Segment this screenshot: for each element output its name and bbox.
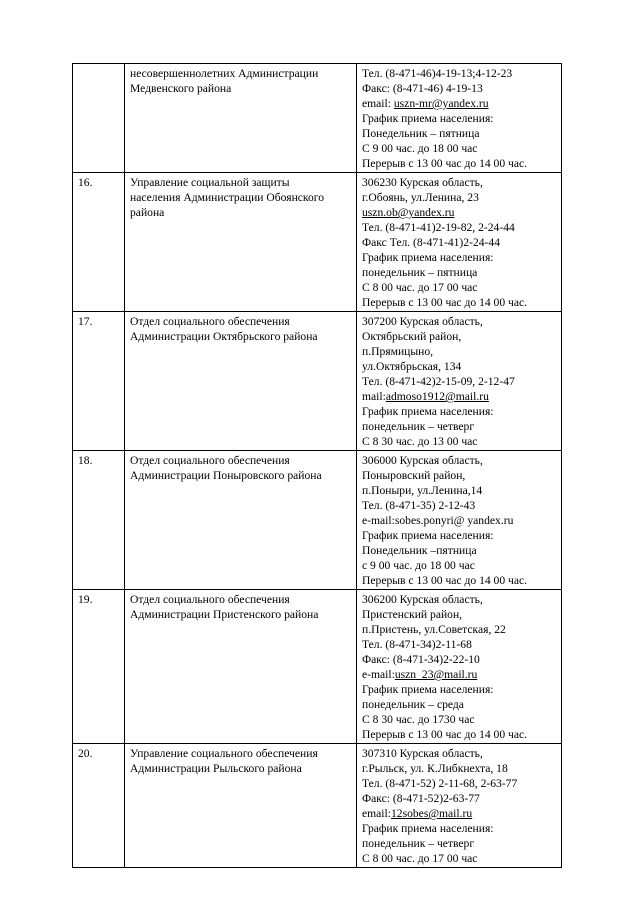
contact-line: с 9 00 час. до 18 00 час (362, 559, 475, 572)
row-number: 18. (73, 451, 125, 590)
contact-line: г.Обоянь, ул.Ленина, 23 (362, 191, 479, 204)
contact-line: Тел. (8-471-41)2-19-82, 2-24-44 (362, 221, 515, 234)
organization-name-line: района (130, 206, 165, 219)
email-link[interactable]: uszn-mr@yandex.ru (393, 97, 489, 110)
organization-name (125, 173, 357, 312)
contact-line: Факс: (8-471-34)2-22-10 (362, 653, 480, 666)
contact-line: Понедельник – пятница (362, 127, 480, 140)
contact-line (362, 389, 558, 404)
contact-line: С 8 00 час. до 17 00 час (362, 281, 478, 294)
contact-line: График приема населения: (362, 683, 494, 696)
organization-name (125, 744, 357, 868)
contact-line: Тел. (8-471-42)2-15-09, 2-12-47 (362, 375, 515, 388)
contact-line: С 8 30 час. до 13 00 час (362, 435, 478, 448)
organization-name-line: Отдел социального обеспечения (130, 593, 290, 606)
organization-name (125, 64, 357, 173)
contact-info (357, 744, 562, 868)
contact-line: Понедельник –пятница (362, 544, 477, 557)
row-number: 16. (73, 173, 125, 312)
contact-line: понедельник – пятница (362, 266, 478, 279)
contact-line (362, 667, 558, 682)
table-row (73, 590, 562, 744)
organization-name-line: населения Администрации Обоянского (130, 191, 325, 204)
contact-line: Факс: (8-471-46) 4-19-13 (362, 82, 483, 95)
contact-line: 306200 Курская область, (362, 593, 483, 606)
email-link[interactable]: uszn_23@mail.ru (394, 668, 478, 681)
contact-line: График приема населения: (362, 529, 494, 542)
contact-line: e-mail:sobes.ponyri@ yandex.ru (362, 514, 514, 527)
contact-line: График приема населения: (362, 822, 494, 835)
contact-line: Перерыв с 13 00 час до 14 00 час. (362, 728, 528, 741)
contact-line: Факс Тел. (8-471-41)2-24-44 (362, 236, 500, 249)
contacts-table (72, 63, 562, 868)
email-prefix: email: (362, 97, 394, 110)
contact-line: 307310 Курская область, (362, 747, 483, 760)
organization-name-line: Администрации Пристенского района (130, 608, 319, 621)
row-number (73, 64, 125, 173)
row-number: 17. (73, 312, 125, 451)
contact-line: График приема населения: (362, 251, 494, 264)
contact-line: ул.Октябрьская, 134 (362, 360, 462, 373)
contact-info (357, 590, 562, 744)
contact-line: понедельник – среда (362, 698, 464, 711)
organization-name-line: Администрации Октябрьского района (130, 330, 318, 343)
contact-line: Факс: (8-471-52)2-63-77 (362, 792, 480, 805)
contact-line: понедельник – четверг (362, 837, 475, 850)
row-number: 20. (73, 744, 125, 868)
organization-name-line: Администрации Рыльского района (130, 762, 302, 775)
contact-line: понедельник – четверг (362, 420, 475, 433)
contact-line: Перерыв с 13 00 час до 14 00 час. (362, 296, 528, 309)
contact-line: п.Пристень, ул.Советская, 22 (362, 623, 506, 636)
contact-line (362, 806, 558, 821)
organization-name-line: Управление социальной защиты (130, 176, 290, 189)
contact-line: Пристенский район, (362, 608, 463, 621)
contact-line: Перерыв с 13 00 час до 14 00 час. (362, 574, 528, 587)
organization-name (125, 451, 357, 590)
contact-line: Тел. (8-471-46)4-19-13;4-12-23 (362, 67, 513, 80)
contact-line: С 8 30 час. до 1730 час (362, 713, 475, 726)
contact-info (357, 64, 562, 173)
email-link[interactable]: uszn.ob@yandex.ru (362, 206, 455, 219)
organization-name-line: Медвенского района (130, 82, 232, 95)
contact-line: 307200 Курская область, (362, 315, 483, 328)
organization-name (125, 590, 357, 744)
contact-line: 306000 Курская область, (362, 454, 483, 467)
organization-name-line: Администрации Поныровского района (130, 469, 322, 482)
contact-line: Перерыв с 13 00 час до 14 00 час. (362, 157, 528, 170)
contact-info (357, 451, 562, 590)
email-prefix: mail: (362, 390, 386, 403)
contact-line (362, 96, 558, 111)
organization-name-line: Отдел социального обеспечения (130, 315, 290, 328)
contact-line: С 9 00 час. до 18 00 час (362, 142, 478, 155)
contact-line: С 8 00 час. до 17 00 час (362, 852, 478, 865)
contact-line: г.Рыльск, ул. К.Либкнехта, 18 (362, 762, 508, 775)
email-prefix: e-mail: (362, 668, 395, 681)
contacts-table-body (73, 64, 562, 868)
contact-line: Тел. (8-471-34)2-11-68 (362, 638, 472, 651)
email-link[interactable]: admoso1912@mail.ru (385, 390, 489, 403)
organization-name-line: несовершеннолетних Администрации (130, 67, 319, 80)
contact-line: п.Прямицыно, (362, 345, 434, 358)
contact-line: График приема населения: (362, 405, 494, 418)
row-number: 19. (73, 590, 125, 744)
contact-line: 306230 Курская область, (362, 176, 483, 189)
organization-name (125, 312, 357, 451)
table-row (73, 744, 562, 868)
email-prefix: email: (362, 807, 391, 820)
contact-line: График приема населения: (362, 112, 494, 125)
contact-line: Тел. (8-471-35) 2-12-43 (362, 499, 476, 512)
contact-info (357, 173, 562, 312)
table-row (73, 64, 562, 173)
email-link[interactable]: 12sobes@mail.ru (390, 807, 473, 820)
table-row (73, 451, 562, 590)
table-row (73, 173, 562, 312)
contact-line: Октябрьский район, (362, 330, 462, 343)
contact-line: Тел. (8-471-52) 2-11-68, 2-63-77 (362, 777, 518, 790)
contact-line: Поныровский район, (362, 469, 466, 482)
contact-info (357, 312, 562, 451)
table-row (73, 312, 562, 451)
organization-name-line: Управление социального обеспечения (130, 747, 318, 760)
organization-name-line: Отдел социального обеспечения (130, 454, 290, 467)
contact-line (362, 205, 558, 220)
contact-line: п.Поныри, ул.Ленина,14 (362, 484, 483, 497)
